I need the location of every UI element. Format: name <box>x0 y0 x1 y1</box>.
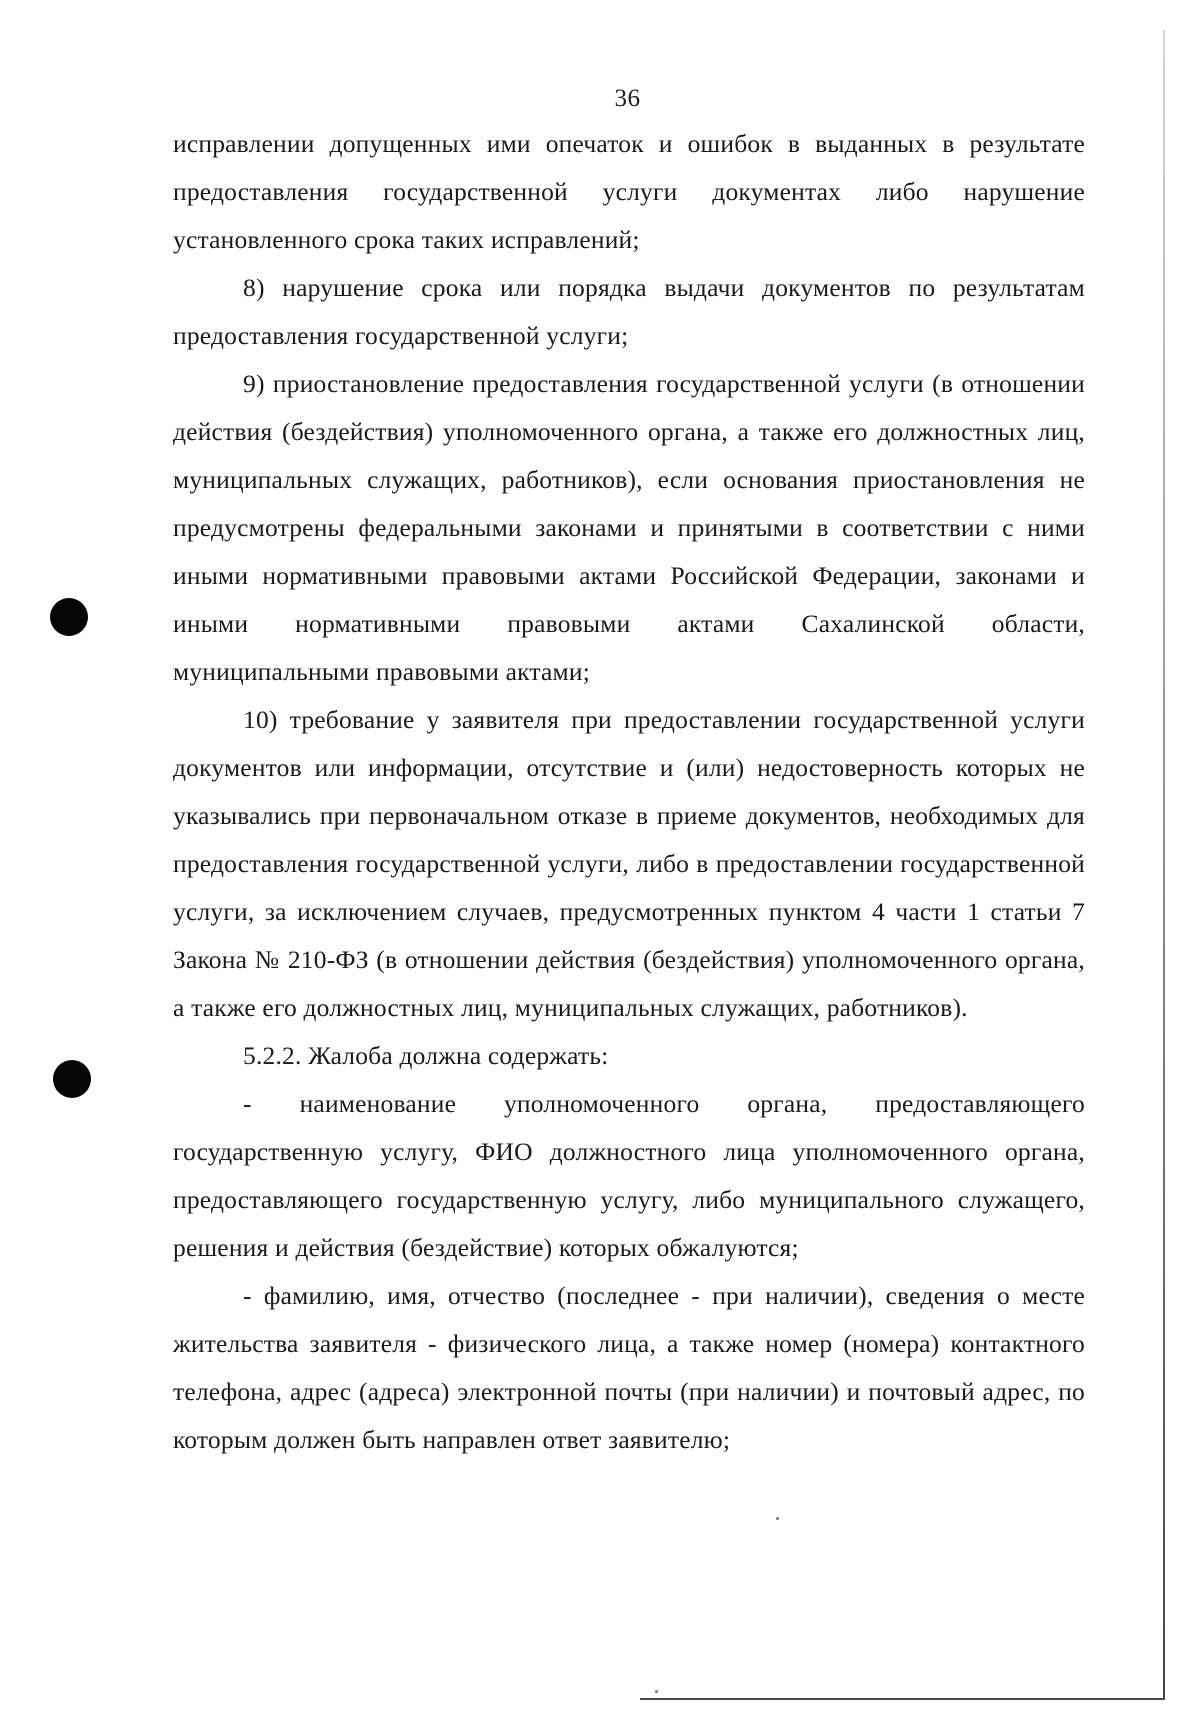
page-bottom-edge-line <box>640 1698 1165 1700</box>
punch-hole-icon <box>50 598 88 636</box>
punch-hole-icon <box>53 1060 91 1098</box>
list-item-authority-name: - наименование уполномоченного органа, предоставляющего государственную услугу, ФИО должностного лица уполномоченного органа, предоставляющего государственную услугу, либо муниципального служащего, решения и действия (бездействие) которых обжалуются; <box>173 1089 1085 1262</box>
paragraph-continuation: исправлении допущенных ими опечаток и ошибок в выданных в результате предоставления государственной услуги документах либо нарушение установленного срока таких исправлений; <box>173 129 1085 254</box>
scan-speck <box>655 1690 658 1693</box>
document-body <box>173 120 1085 1464</box>
page-edge-line <box>1163 30 1165 1700</box>
list-item-applicant-details: - фамилию, имя, отчество (последнее - при наличии), сведения о месте жительства заявителя - физического лица, а также номер (номера) контактного телефона, адрес (адреса) электронной почты (при наличии) и почтовый адрес, по которым должен быть направлен ответ заявителю; <box>173 1281 1085 1454</box>
paragraph-item-9: 9) приостановление предоставления государственной услуги (в отношении действия (бездействия) уполномоченного органа, а также его должностных лиц, муниципальных служащих, работников), если основания приостановления не предусмотрены федеральными законами и принятыми в соответствии с ними иными нормативными правовыми актами Российской Федерации, законами и иными нормативными правовыми актами Сахалинской области, муниципальными правовыми актами; <box>173 369 1085 686</box>
page-number: 36 <box>614 85 641 112</box>
section-heading-5-2-2: 5.2.2. Жалоба должна содержать: <box>243 1041 609 1070</box>
paragraph-item-8: 8) нарушение срока или порядка выдачи документов по результатам предоставления государственной услуги; <box>173 273 1085 350</box>
scan-speck <box>776 1517 779 1520</box>
paragraph-item-10: 10) требование у заявителя при предоставлении государственной услуги документов или информации, отсутствие и (или) недостоверность которых не указывались при первоначальном отказе в приеме документов, необходимых для предоставления государственной услуги, либо в предоставлении государственной услуги, за исключением случаев, предусмотренных пунктом 4 части 1 статьи 7 Закона № 210-ФЗ (в отношении действия (бездействия) уполномоченного органа, а также его должностных лиц, муниципальных служащих, работников). <box>173 705 1085 1022</box>
